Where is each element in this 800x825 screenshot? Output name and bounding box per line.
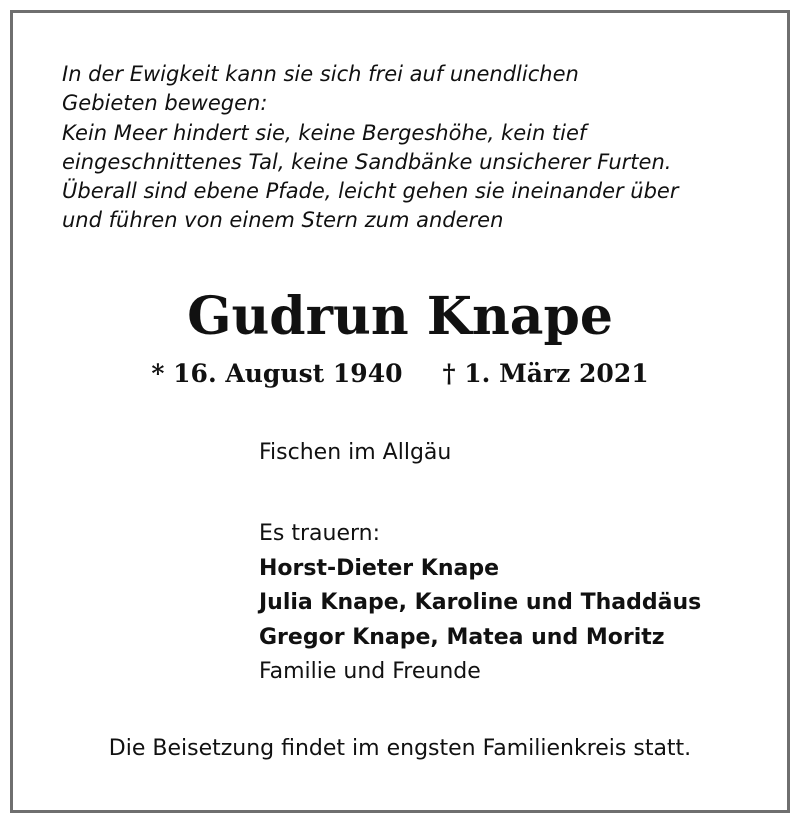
- poem-line: Gebieten bewegen:: [62, 91, 268, 116]
- life-dates: [0, 356, 800, 392]
- poem-line: In der Ewigkeit kann sie sich frei auf unendlichen: [62, 62, 579, 86]
- poem-line: Überall sind ebene Pfade, leicht gehen sie ineinander über: [62, 179, 679, 204]
- mourner-name: Horst-Dieter Knape: [259, 555, 500, 581]
- mourners-others: Familie und Freunde: [259, 659, 481, 684]
- mourners-block: [259, 517, 701, 690]
- poem: [62, 60, 762, 236]
- place: Fischen im Allgäu: [259, 440, 452, 465]
- poem-line: eingeschnittenes Tal, keine Sandbänke unsicherer Furten.: [62, 149, 672, 174]
- deceased-name: Gudrun Knape: [187, 286, 613, 347]
- mourners-intro: Es trauern:: [259, 521, 380, 546]
- poem-line: Kein Meer hindert sie, keine Bergeshöhe, kein tief: [62, 120, 587, 145]
- mourner-name: Julia Knape, Karoline und Thaddäus: [259, 590, 702, 615]
- birth-date: * 16. August 1940: [151, 359, 403, 388]
- funeral-note: Die Beisetzung findet im engsten Familienkreis statt.: [108, 736, 692, 761]
- poem-line: und führen von einem Stern zum anderen: [62, 208, 504, 233]
- mourner-name: Gregor Knape, Matea und Moritz: [259, 624, 665, 650]
- death-date: † 1. März 2021: [442, 359, 649, 388]
